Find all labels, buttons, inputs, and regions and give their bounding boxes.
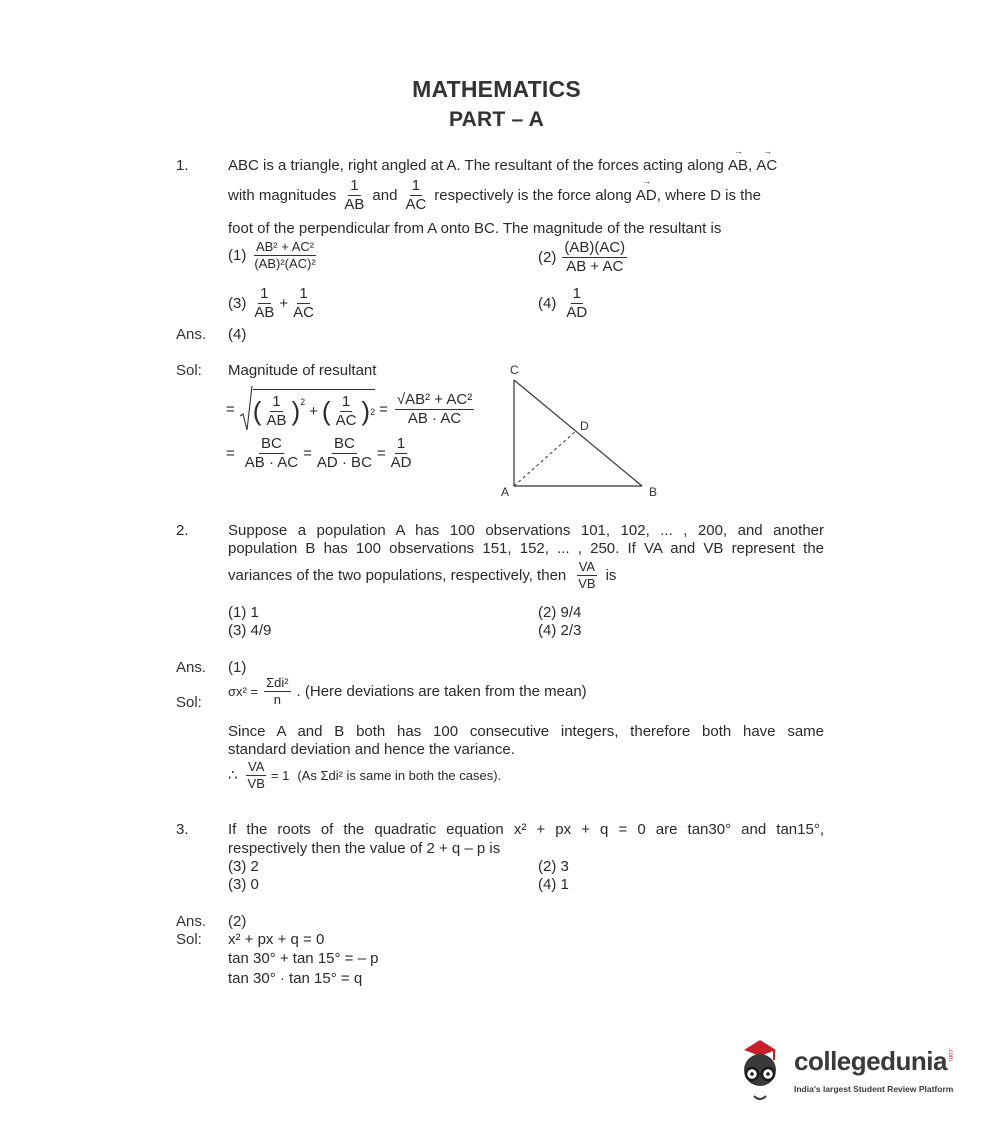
q3-sol-line-2: tan 30° + tan 15° = – p xyxy=(228,950,379,967)
q2-option-1: (1) 1 xyxy=(228,604,259,621)
question-1-line-1 xyxy=(228,157,777,174)
fraction-1-over-ab: $\frac{1}{AB}$ xyxy=(344,177,365,213)
respectively-text: respectively is the force along xyxy=(434,186,632,204)
q1-option-2: (2) $\frac{(AB)(AC)}{AB + AC}$ xyxy=(538,239,626,275)
q2-sol-line-2: Since A and B both has 100 consecutive integers, therefore both have same xyxy=(228,723,824,740)
q3-option-1: (3) 2 xyxy=(228,858,259,875)
vector-ac: → AC xyxy=(756,157,777,174)
q1-option-1: (1) $\frac{\text{AB² + AC²}}{\text{(AB)²(AC)²}}$ xyxy=(228,239,316,271)
radical-sign xyxy=(239,384,253,434)
vertex-b-label: B xyxy=(649,485,658,499)
q3-option-2: (2) 3 xyxy=(538,858,569,875)
q2-sol-line-3: standard deviation and hence the variance. xyxy=(228,741,515,758)
question-2-line-2: population B has 100 observations 151, 152, ... , 250. If VA and VB represent the xyxy=(228,540,824,557)
q3-sol-line-3: tan 30° · tan 15° = q xyxy=(228,970,363,987)
sqrt-expression: ( $\frac{1}{AB}$ ) 2 + ( $\frac{1}{AC}$ ) 2 xyxy=(239,384,375,434)
q1-sol-line-2: = $\frac{BC}{AB \cdot AC}$ = $\frac{BC}{AD \cdot BC}$ = $\frac{1}{AD}$ xyxy=(226,435,412,471)
q1-option-4: (4) $\frac{1}{AD}$ xyxy=(538,285,588,321)
side-cb xyxy=(514,380,642,486)
q2-sol-line-1: σx² = $\frac{\text{Σdi²}}{n}$ . (Here deviations are taken from the mean) xyxy=(228,675,587,707)
q3-sol-label: Sol: xyxy=(176,931,202,948)
q2-option-3: (3) 4/9 xyxy=(228,622,272,639)
q1-sol-line-1: = ( $\frac{1}{AB}$ ) 2 + ( $\frac{1}{AC}$ ) 2 = $\frac{\text{√AB² + AC²}}{AB \cdot AC}$ xyxy=(226,384,477,434)
question-3-number: 3. xyxy=(176,821,189,838)
q1-ans-label: Ans. xyxy=(176,326,207,343)
q3-sol-line-1: x² + px + q = 0 xyxy=(228,931,325,948)
vertex-d-label: D xyxy=(580,419,589,433)
q2-option-4: (4) 2/3 xyxy=(538,622,582,639)
vector-ab: → AB xyxy=(728,157,748,174)
q2-ans-label: Ans. xyxy=(176,659,207,676)
question-2-number: 2. xyxy=(176,522,189,539)
triangle-figure xyxy=(490,358,670,503)
q2-sol-label: Sol: xyxy=(176,694,202,711)
va-over-vb: $\frac{VA}{VB}$ xyxy=(578,559,596,591)
q2-answer: (1) xyxy=(228,659,247,676)
question-1-text-a: ABC is a triangle, right angled at A. The resultant of the forces acting along xyxy=(228,157,724,174)
question-1-line-3: foot of the perpendicular from A onto BC. The magnitude of the resultant is xyxy=(228,220,722,237)
and-text: and xyxy=(372,186,398,204)
q1-option-3: (3) $\frac{1}{AB}$ + $\frac{1}{AC}$ xyxy=(228,285,314,321)
altitude-ad xyxy=(514,431,576,486)
vertex-c-label: C xyxy=(510,363,519,377)
collegedunia-logo xyxy=(736,1036,966,1106)
question-2-line-1: Suppose a population A has 100 observations 101, 102, ... , 200, and another xyxy=(228,522,824,539)
page-subtitle: PART – A xyxy=(449,108,544,131)
where-text: , where D is the xyxy=(656,186,761,204)
q2-sol-line-4: ∴ $\frac{VA}{VB}$ = 1 (As Σdi² is same in both the cases). xyxy=(228,759,502,791)
logo-tagline: India's largest Student Review Platform xyxy=(794,1084,954,1094)
vector-ad: → AD xyxy=(636,187,657,204)
q3-ans-label: Ans. xyxy=(176,913,207,930)
logo-wordmark: collegedunia xyxy=(794,1046,947,1076)
mascot-icon xyxy=(736,1036,792,1106)
vertex-a-label: A xyxy=(501,485,510,499)
comma: , xyxy=(748,157,753,174)
fraction-1-over-ac: $\frac{1}{AC}$ xyxy=(405,177,427,213)
q2-option-2: (2) 9/4 xyxy=(538,604,582,621)
question-3-line-1: If the roots of the quadratic equation x² + px + q = 0 are tan30° and tan15°, xyxy=(228,821,824,838)
question-2-line-3: variances of the two populations, respectively, then $\frac{VA}{VB}$ is xyxy=(228,559,617,591)
q3-option-4: (4) 1 xyxy=(538,876,569,893)
q3-option-3: (3) 0 xyxy=(228,876,259,893)
q1-answer: (4) xyxy=(228,326,247,343)
sqrt-rhs-fraction: $\frac{\text{√AB² + AC²}}{AB \cdot AC}$ xyxy=(396,390,473,427)
question-1-line-2 xyxy=(228,178,761,213)
with-magnitudes-text: with magnitudes xyxy=(228,186,337,204)
q3-answer: (2) xyxy=(228,913,247,930)
q1-sol-label: Sol: xyxy=(176,362,202,379)
logo-com: .com xyxy=(947,1048,953,1062)
question-3-line-2: respectively then the value of 2 + q – p is xyxy=(228,840,501,857)
page-title: MATHEMATICS xyxy=(412,76,581,102)
question-1-number: 1. xyxy=(176,157,189,174)
q1-sol-title: Magnitude of resultant xyxy=(228,362,377,379)
